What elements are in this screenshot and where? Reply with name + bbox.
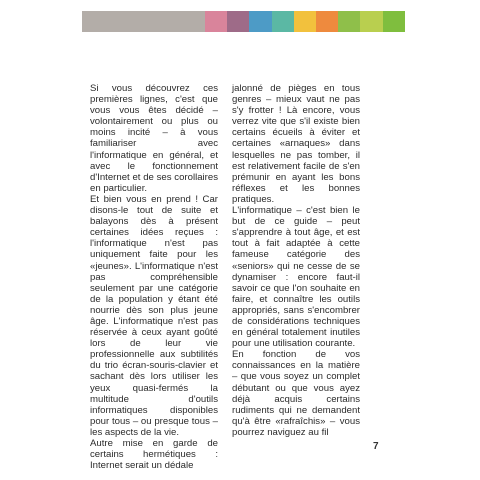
paragraph: Et bien vous en prend ! Car disons-le tout de suite et balayons dès à présent certaines idées reçues : l'informatique n'est pas uniquement faite pour les «jeunes». L'informatique n'est pas compréhensible seulement par une catégorie de la population y étant été nourrie dès son plus jeune âge. L'informatique n'est pas réservée à ceux ayant goûté lors de leur vie professionnelle aux subtilités du trio écran-souris-clavier et sachant dès lors utiliser les yeux quasi-fermés la multitude d'outils informatiques disponibles pour tous – ou presque tous – les aspects de la vie.	[90, 193, 218, 438]
color-swatch	[338, 11, 360, 32]
color-swatch	[316, 11, 338, 32]
left-text-column	[90, 83, 218, 471]
color-swatch	[272, 11, 294, 32]
paragraph: Si vous découvrez ces premières lignes, c'est que vous vous êtes décidé – volontairement ou plus ou moins incité – à vous familiariser avec l'informatique en général, et avec le fonctionnement d'Internet et de ses corollaires en particulier.	[90, 83, 218, 194]
color-swatch	[249, 11, 271, 32]
color-swatch	[294, 11, 316, 32]
color-swatch	[227, 11, 249, 32]
header-gray-block	[82, 11, 205, 32]
right-text-column	[232, 83, 360, 438]
color-swatch	[383, 11, 405, 32]
color-swatch	[360, 11, 382, 32]
paragraph: L'informatique – c'est bien le but de ce guide – peut s'apprendre à tout âge, et est tout à fait adaptée à cette fameuse catégorie des «seniors» qui ne cesse de se dynamiser : encore faut-il savoir ce que l'on souhaite en faire, et connaître les outils appropriés, sans s'encombrer de considérations techniques en général totalement inutiles pour une utilisation courante.	[232, 205, 360, 350]
page-number: 7	[373, 441, 379, 452]
paragraph: jalonné de pièges en tous genres – mieux vaut ne pas s'y frotter ! Là encore, vous verrez vite que s'il existe bien certains écueils à éviter et certaines «arnaques» dans lesquelles ne pas tomber, il est relativement facile de s'en prémunir en ayant les bons réflexes et les bonnes pratiques.	[232, 83, 360, 205]
paragraph: En fonction de vos connaissances en la matière – que vous soyez un complet débutant ou que vous ayez déjà acquis certains rudiments qui ne demandent qu'à être «rafraîchis» – vous pourrez naviguez au fil	[232, 349, 360, 438]
header-color-bar	[82, 11, 472, 32]
paragraph: Autre mise en garde de certains hermétiques : Internet serait un dédale	[90, 438, 218, 472]
color-swatch	[205, 11, 227, 32]
